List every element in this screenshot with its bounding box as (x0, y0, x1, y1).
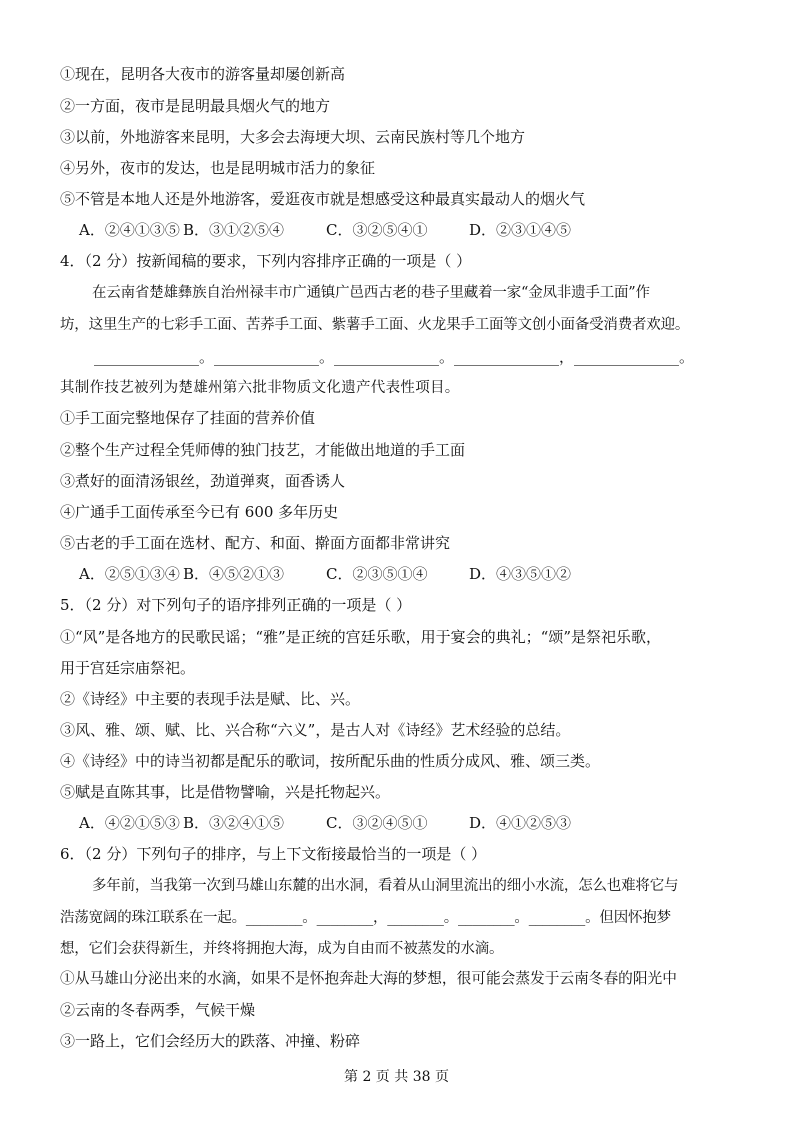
q4-option-d[interactable]: D．④③⑤①② (469, 565, 572, 583)
q4-item-4: ④广通手工面传承至今已有 600 多年历史 (60, 503, 339, 521)
q3-option-c[interactable]: C．③②⑤④① (326, 221, 428, 239)
q5-stem: 5．（2 分）对下列句子的语序排列正确的一项是（ ） (60, 596, 412, 614)
q4-stem: 4．（2 分）按新闻稿的要求，下列内容排序正确的一项是（ ） (60, 252, 472, 270)
q5-item-1-line-2: 用于宫廷宗庙祭祀。 (60, 659, 196, 677)
q4-item-5: ⑤古老的手工面在选材、配方、和面、擀面方面都非常讲究 (60, 534, 451, 552)
q5-option-d[interactable]: D．④①②⑤③ (469, 814, 572, 832)
q4-options (79, 564, 571, 584)
q5-options (79, 813, 571, 833)
q3-item-3: ③以前，外地游客来昆明，大多会去海埂大坝、云南民族村等几个地方 (60, 128, 526, 146)
q4-item-3: ③煮好的面清汤银丝，劲道弹爽，面香诱人 (60, 472, 346, 490)
q6-passage-line-3: 想，它们会获得新生，并终将拥抱大海，成为自由而不被蒸发的水滴。 (60, 941, 504, 957)
q4-option-a[interactable]: A．②⑤①③④ (79, 565, 180, 583)
q5-item-3: ③风、雅、颂、赋、比、兴合称“六义”，是古人对《诗经》艺术经验的总结。 (60, 721, 571, 739)
q4-blanks: ______________。______________。______________。______________，______________。 (94, 348, 695, 366)
q4-passage-line-3: 其制作技艺被列为楚雄州第六批非物质文化遗产代表性项目。 (60, 380, 460, 396)
q5-option-c[interactable]: C．③②④⑤① (326, 814, 428, 832)
q3-option-d[interactable]: D．②③①④⑤ (469, 221, 572, 239)
q4-option-b[interactable]: B．④⑤②①③ (183, 565, 285, 583)
q3-option-a[interactable]: A．②④①③⑤ (79, 221, 180, 239)
page-number-footer: 第 2 页 共 38 页 (344, 1069, 449, 1085)
q6-stem: 6．（2 分）下列句子的排序，与上下文衔接最恰当的一项是（ ） (60, 845, 487, 863)
q5-item-1-line-1: ①“风”是各地方的民歌民谣；“雅”是正统的宫廷乐歌，用于宴会的典礼；“颂”是祭祀乐歌， (60, 628, 662, 646)
q5-item-2: ②《诗经》中主要的表现手法是赋、比、兴。 (60, 690, 361, 708)
q5-option-b[interactable]: B．③②④①⑤ (183, 814, 285, 832)
q3-option-b[interactable]: B．③①②⑤④ (183, 221, 285, 239)
q3-item-1: ①现在，昆明各大夜市的游客量却屡创新高 (60, 65, 346, 83)
q4-option-c[interactable]: C．②③⑤①④ (326, 565, 428, 583)
q3-item-4: ④另外，夜市的发达，也是昆明城市活力的象征 (60, 159, 376, 177)
q4-item-1: ①手工面完整地保存了挂面的营养价值 (60, 409, 316, 427)
q5-option-a[interactable]: A．④②①⑤③ (79, 814, 180, 832)
q4-passage-line-1: 在云南省楚雄彝族自治州禄丰市广通镇广邑西古老的巷子里藏着一家“金凤非遗手工面”作 (92, 285, 650, 301)
q6-item-1: ①从马雄山分泌出来的水滴，如果不是怀抱奔赴大海的梦想，很可能会蒸发于云南冬春的阳光中 (60, 970, 677, 987)
q6-passage-line-1: 多年前，当我第一次到马雄山东麓的出水洞，看着从山洞里流出的细小水流，怎么也难将它与 (92, 878, 679, 894)
q4-passage-line-2: 坊，这里生产的七彩手工面、苦荞手工面、紫薯手工面、火龙果手工面等文创小面备受消费者欢迎。 (60, 317, 690, 333)
q4-item-2: ②整个生产过程全凭师傅的独门技艺，才能做出地道的手工面 (60, 441, 466, 459)
q3-item-5: ⑤不管是本地人还是外地游客，爱逛夜市就是想感受这种最真实最动人的烟火气 (60, 190, 586, 208)
q3-item-2: ②一方面，夜市是昆明最具烟火气的地方 (60, 97, 331, 115)
q6-passage-line-2: 浩荡宽阔的珠江联系在一起。________。________，________。________。________。但因怀抱梦 (60, 910, 671, 926)
q5-item-5: ⑤赋是直陈其事，比是借物譬喻，兴是托物起兴。 (60, 783, 391, 801)
q5-item-4: ④《诗经》中的诗当初都是配乐的歌词，按所配乐曲的性质分成风、雅、颂三类。 (60, 752, 601, 770)
q3-options (79, 220, 571, 240)
q6-item-3: ③一路上，它们会经历大的跌落、冲撞、粉碎 (60, 1032, 361, 1050)
q6-item-2: ②云南的冬春两季，气候干燥 (60, 1001, 256, 1019)
